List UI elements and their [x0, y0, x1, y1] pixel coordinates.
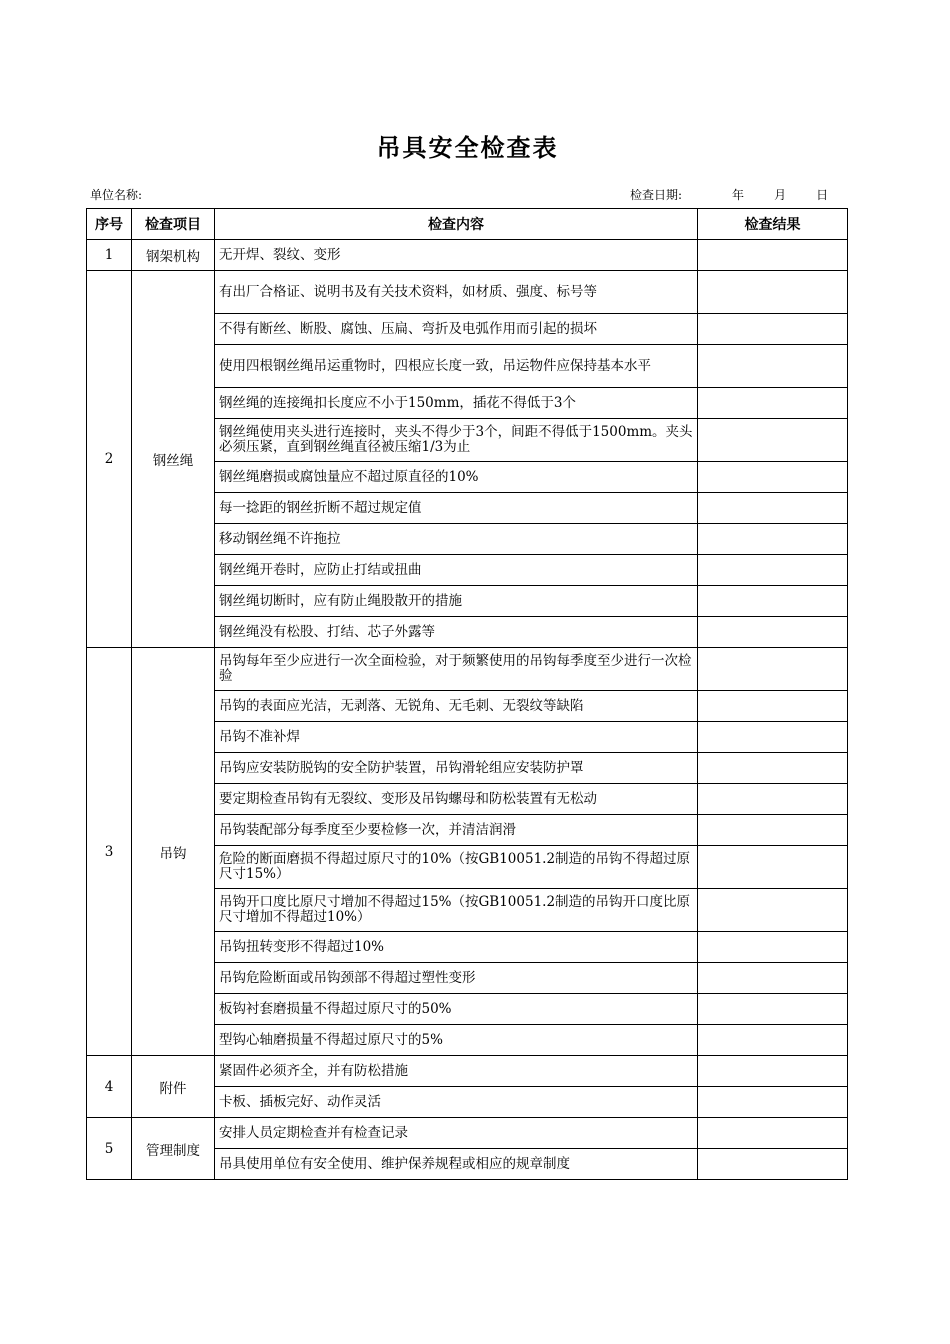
check-content: 要定期检查吊钩有无裂纹、变形及吊钩螺母和防松装置有无松动: [215, 784, 698, 815]
date-day: 日: [816, 188, 829, 202]
check-content: 危险的断面磨损不得超过原尺寸的10%（按GB10051.2制造的吊钩不得超过原尺寸15%）: [215, 846, 698, 889]
inspection-table: [86, 208, 848, 1180]
check-content: 无开焊、裂纹、变形: [215, 240, 698, 271]
header-num: 序号: [87, 209, 132, 240]
check-result-cell[interactable]: [698, 419, 848, 462]
check-result-cell[interactable]: [698, 1149, 848, 1180]
check-result-cell[interactable]: [698, 648, 848, 691]
check-result-cell[interactable]: [698, 691, 848, 722]
check-content: 板钩衬套磨损量不得超过原尺寸的50%: [215, 994, 698, 1025]
table-row: [87, 271, 848, 314]
check-content: 不得有断丝、断股、腐蚀、压扁、弯折及电弧作用而引起的损坏: [215, 314, 698, 345]
check-content: 吊钩危险断面或吊钩颈部不得超过塑性变形: [215, 963, 698, 994]
check-content: 钢丝绳没有松股、打结、芯子外露等: [215, 617, 698, 648]
check-result-cell[interactable]: [698, 1056, 848, 1087]
check-result-cell[interactable]: [698, 784, 848, 815]
check-content: 吊钩装配部分每季度至少要检修一次，并清洁润滑: [215, 815, 698, 846]
check-result-cell[interactable]: [698, 493, 848, 524]
check-result-cell[interactable]: [698, 1087, 848, 1118]
row-number: 1: [87, 240, 132, 271]
check-content: 安排人员定期检查并有检查记录: [215, 1118, 698, 1149]
page-title: 吊具安全检查表: [376, 133, 559, 162]
check-result-cell[interactable]: [698, 462, 848, 493]
unit-name-label: 单位名称:: [90, 188, 143, 202]
check-date-field: [630, 186, 828, 203]
check-item: 钢丝绳: [132, 271, 215, 648]
check-result-cell[interactable]: [698, 240, 848, 271]
row-number: 4: [87, 1056, 132, 1118]
check-content: 吊钩扭转变形不得超过10%: [215, 932, 698, 963]
check-result-cell[interactable]: [698, 555, 848, 586]
check-content: 吊钩开口度比原尺寸增加不得超过15%（按GB10051.2制造的吊钩开口度比原尺寸增加不得超过10%）: [215, 889, 698, 932]
check-result-cell[interactable]: [698, 271, 848, 314]
header-item: 检查项目: [132, 209, 215, 240]
table-row: [87, 648, 848, 691]
check-item: 附件: [132, 1056, 215, 1118]
check-content: 吊具使用单位有安全使用、维护保养规程或相应的规章制度: [215, 1149, 698, 1180]
date-month: 月: [774, 188, 787, 202]
check-result-cell[interactable]: [698, 889, 848, 932]
check-item: 钢架机构: [132, 240, 215, 271]
check-content: 吊钩每年至少应进行一次全面检验，对于频繁使用的吊钩每季度至少进行一次检验: [215, 648, 698, 691]
header-content: 检查内容: [215, 209, 698, 240]
row-number: 5: [87, 1118, 132, 1180]
check-content: 吊钩应安装防脱钩的安全防护装置，吊钩滑轮组应安装防护罩: [215, 753, 698, 784]
check-result-cell[interactable]: [698, 617, 848, 648]
row-number: 3: [87, 648, 132, 1056]
check-content: 吊钩不准补焊: [215, 722, 698, 753]
check-content: 钢丝绳的连接绳扣长度应不小于150mm，插花不得低于3个: [215, 388, 698, 419]
check-content: 有出厂合格证、说明书及有关技术资料，如材质、强度、标号等: [215, 271, 698, 314]
check-result-cell[interactable]: [698, 388, 848, 419]
check-result-cell[interactable]: [698, 753, 848, 784]
check-content: 卡板、插板完好、动作灵活: [215, 1087, 698, 1118]
check-result-cell[interactable]: [698, 314, 848, 345]
check-content: 钢丝绳开卷时，应防止打结或扭曲: [215, 555, 698, 586]
check-item: 管理制度: [132, 1118, 215, 1180]
header-result: 检查结果: [698, 209, 848, 240]
check-content: 每一捻距的钢丝折断不超过规定值: [215, 493, 698, 524]
check-content: 钢丝绳磨损或腐蚀量应不超过原直径的10%: [215, 462, 698, 493]
check-content: 使用四根钢丝绳吊运重物时，四根应长度一致，吊运物件应保持基本水平: [215, 345, 698, 388]
check-content: 型钩心轴磨损量不得超过原尺寸的5%: [215, 1025, 698, 1056]
check-result-cell[interactable]: [698, 994, 848, 1025]
check-result-cell[interactable]: [698, 963, 848, 994]
check-content: 移动钢丝绳不许拖拉: [215, 524, 698, 555]
table-header-row: [87, 209, 848, 240]
check-result-cell[interactable]: [698, 586, 848, 617]
check-content: 吊钩的表面应光洁，无剥落、无锐角、无毛刺、无裂纹等缺陷: [215, 691, 698, 722]
check-result-cell[interactable]: [698, 932, 848, 963]
check-result-cell[interactable]: [698, 1025, 848, 1056]
check-result-cell[interactable]: [698, 846, 848, 889]
check-content: 紧固件必须齐全，并有防松措施: [215, 1056, 698, 1087]
check-date-label: 检查日期:: [630, 188, 683, 202]
table-row: [87, 1056, 848, 1087]
check-result-cell[interactable]: [698, 815, 848, 846]
table-row: [87, 1118, 848, 1149]
check-result-cell[interactable]: [698, 524, 848, 555]
check-content: 钢丝绳切断时，应有防止绳股散开的措施: [215, 586, 698, 617]
check-content: 钢丝绳使用夹头进行连接时，夹头不得少于3个，间距不得低于1500mm。夹头必须压紧，直到钢丝绳直径被压缩1/3为止: [215, 419, 698, 462]
table-row: [87, 240, 848, 271]
row-number: 2: [87, 271, 132, 648]
check-result-cell[interactable]: [698, 345, 848, 388]
table-body: [87, 240, 848, 1180]
check-result-cell[interactable]: [698, 1118, 848, 1149]
check-result-cell[interactable]: [698, 722, 848, 753]
check-item: 吊钩: [132, 648, 215, 1056]
date-year: 年: [732, 188, 745, 202]
